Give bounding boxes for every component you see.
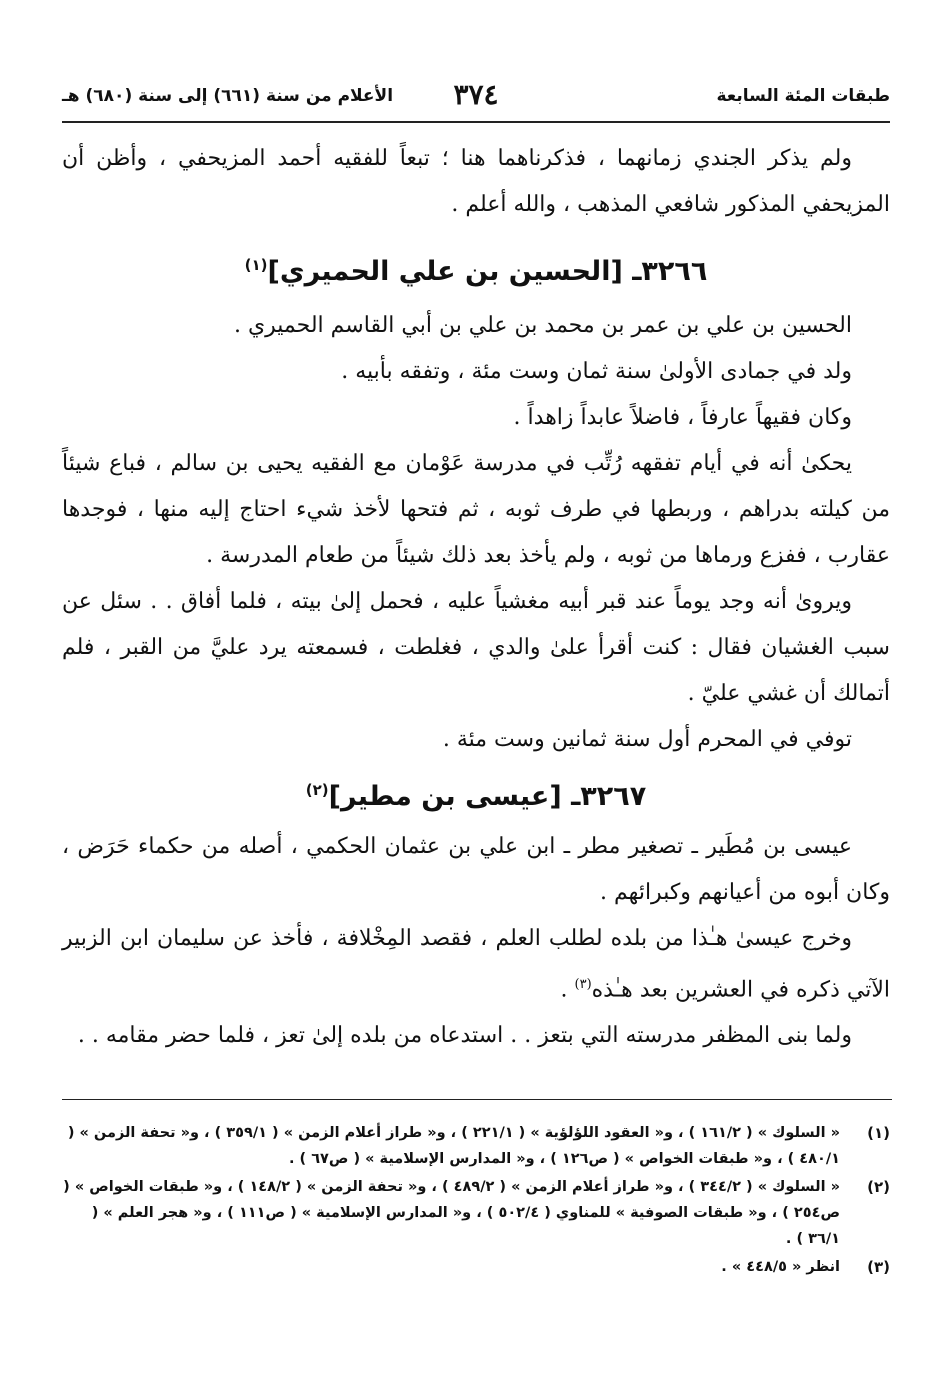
paragraph: يحكىٰ أنه في أيام تفقهه رُتِّب في مدرسة عَوْمان مع الفقيه يحيى بن سالم ، فباع شيئاً من كيلته بدراهم ، وربطها في طرف ثوبه ، ثم فتحها لأخذ شيء احتاج إليه منها ، فوجدها عقارب ، ففزع ورماها من ثوبه ، ولم يأخذ بعد ذلك شيئاً من طعام المدرسة . [62,451,890,568]
paragraph [62,916,890,1013]
entry-title: ـ [الحسين بن علي الحميري] [267,256,642,287]
footnote-ref: (١) [244,256,268,274]
paragraph: ولد في جمادى الأولىٰ سنة ثمان وست مئة ، وتفقه بأبيه . [341,359,852,384]
paragraph: توفي في المحرم أول سنة ثمانين وست مئة . [442,727,852,752]
running-header [62,78,890,120]
section-title: طبقات المئة السابعة [716,86,890,106]
footnote [62,1174,890,1252]
entry-heading [62,763,890,824]
footnote-text: « السلوك » ( ١٦١/٢ ) ، و« العقود اللؤلؤية » ( ٢٢١/١ ) ، و« طراز أعلام الزمن » ( ٣٥٩/١ ) ، و« تحفة الزمن » ( ٤٨٠/١ ) ، و« طبقات الخواص » ( ص١٢٦ ) ، و« المدارس الإسلامية » ( ص٦٧ ) . [67,1125,840,1167]
paragraph-text: وخرج عيسىٰ هـٰذا من بلده لطلب العلم ، فقصد المِخْلافة ، فأخذ عن سليمان ابن الزبير الآتي ذكره في العشرين بعد هـٰذه [62,926,890,1003]
footnote-ref: (٣) [574,977,592,992]
entry-title: ـ [عيسى بن مطير] [328,781,581,812]
footnote-ref: (٢) [305,781,329,799]
paragraph: ولما بنى المظفر مدرسته التي بتعز . . استدعاه من بلده إلىٰ تعز ، فلما حضر مقامه . . [77,1023,852,1049]
footnote-rule [62,1099,892,1100]
paragraph: ولم يذكر الجندي زمانهما ، فذكرناهما هنا ؛ تبعاً للفقيه أحمد المزيحفي ، وأظن أن المزيحفي المذكور شافعي المذهب ، والله أعلم . [62,146,890,217]
paragraph-end: . [560,977,575,1003]
chapter-range: الأعلام من سنة (٦٦١) إلى سنة (٦٨٠) هـ [62,86,394,106]
footnote [62,1120,890,1172]
footnote-text: « السلوك » ( ٣٤٤/٢ ) ، و« طراز أعلام الزمن » ( ٤٨٩/٢ ) ، و« تحفة الزمن » ( ١٤٨/٢ ) ، و« طبقات الخواص » ( ص٢٥٤ ) ، و« طبقات الصوفية » للمناوي ( ٥٠٢/٤ ) ، و« المدارس الإسلامية » ( ص١١١ ) ، و« هجر العلم » ( ٣٦/١ ) . [63,1179,840,1247]
header-rule [62,121,890,123]
footnote [62,1254,890,1280]
footnote-number: (٢) [867,1178,890,1196]
paragraph: ويروىٰ أنه وجد يوماً عند قبر أبيه مغشياً عليه ، فحمل إلىٰ بيته ، فلما أفاق . . سئل عن سبب الغشيان فقال : كنت أقرأ علىٰ والدي ، فغلطت ، فسمعته يرد عليَّ من القبر ، فلم أتمالك أن غشي عليّ . [62,589,890,706]
footnote-number: (٣) [867,1258,890,1276]
footnote-number: (١) [867,1124,890,1142]
main-text [62,136,890,1059]
page-number: ٣٧٤ [453,78,499,111]
footnotes [62,1120,890,1282]
entry-number: ٣٢٦٧ [580,781,647,812]
entry-heading [62,234,890,303]
footnote-text: انظر « ٤٤٨/٥ » . [721,1259,840,1275]
paragraph: الحسين بن علي بن عمر بن محمد بن علي بن أبي القاسم الحميري . [233,313,852,338]
paragraph: وكان فقيهاً عارفاً ، فاضلاً عابداً زاهداً . [513,405,852,430]
paragraph: عيسى بن مُطَير ـ تصغير مطر ـ ابن علي بن عثمان الحكمي ، أصله من حكماء حَرَض ، وكان أبوه من أعيانهم وكبرائهم . [62,834,890,905]
entry-number: ٣٢٦٦ [641,256,708,287]
